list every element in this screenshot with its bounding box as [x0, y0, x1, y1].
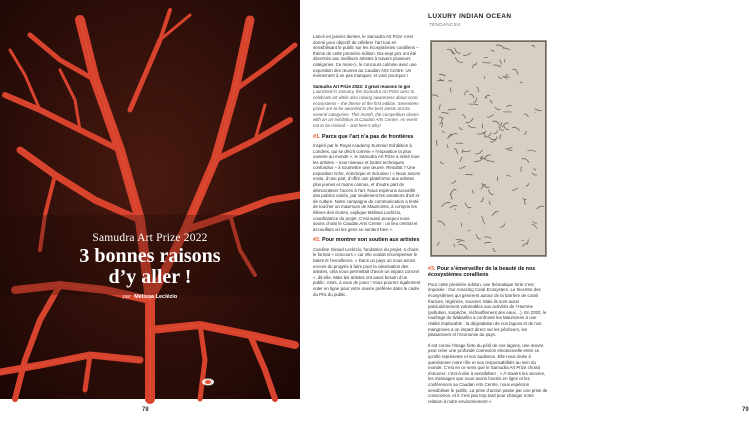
- section-2-heading: [313, 237, 421, 243]
- etched-coral-artwork: [431, 41, 546, 256]
- section-2-title: Pour montrer son soutien aux artistes: [322, 237, 420, 244]
- english-summary-title: Samudra Art Prize 2022: 3 great reasons to go!: [313, 83, 411, 89]
- header-brand: LUXURY INDIAN OCEAN: [428, 13, 512, 20]
- section-1-number: #1.: [313, 133, 321, 140]
- cover-kicker: Samudra Art Prize 2022: [92, 232, 208, 244]
- section-3-text-1: Pour cette première édition, une thématique forte s’est imposée : Our Amazing Coral Ecosystem. Le tricentre des écosystèmes qui génèrent autour de la barrière de corail fracture, régénère, souvent. Mais ils sont aussi particulièrement vulnérables aux activités de l’Homme (pollution, surpêche, réchauffement des eaux…). En 2020, le naufrage du Wakashio a confronté les Mauriciens à une réalité implacable : la dégradation de nos lagons et de nos mangroves a un impact direct sur les pêcheurs, les plaisanciers et l’économie du pays.: [428, 281, 547, 338]
- byline-prefix: par: [122, 294, 131, 300]
- section-1-text: Inspiré par le Royal Academy Summer Exhibition à Londres, qui se décrit comme « l’exposition la plus ouverte au monde », le Samudra Art Prize a invité tous les artistes – tous niveaux et toutes techniques confondus – à soumettre une œuvre. Résultat ? Une exposition riche, éclectique et inclusive ! « Nous avions envie, d’une part, d’offrir une plateforme aux artistes plus jeunes et moins connus, et d’autre part de démocratiser l’accès à l’art. Nous espérons accueillir des publics variés, par seulement les amateurs d’art et de culture. Notre campagne de communication a tenté de toucher un maximum de Mauriciens, à compris les élèves des écoles, explique Mélissa Leclézio, coordinatrice du projet. C’est aussi pourquoi nous avons choisi le Caudan Arts Centre : un lieu central et accueillant où les gens se sentent bien ».: [313, 142, 421, 232]
- cover-headline: [0, 246, 300, 288]
- cover-title-block: [0, 232, 300, 300]
- section-2-text: Caroline Giraud Leclézio, fondatrice du projet, a choisi le format « concours » car elle voulait récompenser le talent et l’excellence. « Dans un pays où nous avons encore du progrès à faire pour la valorisation des artistes, cela nous permettait d’avoir un impact concret », dit-elle. Mais les artistes ont aussi besoin d’un public. Alors, à vous de jouer ! Vous pourrez également voter en ligne pour votre œuvre préférée dans le cadre du Prix du public.: [313, 246, 421, 297]
- page-number-left: 78: [142, 407, 149, 413]
- red-sea-fan-coral-image: [0, 0, 300, 399]
- right-page: [300, 0, 749, 424]
- page-number-right: 79: [742, 407, 749, 413]
- section-2-number: #2.: [313, 237, 321, 244]
- coral-cover-photo: [0, 0, 300, 399]
- left-page: [0, 0, 300, 424]
- section-1-title: Parce que l’art n’a pas de frontières: [322, 133, 414, 140]
- section-3-heading: [428, 266, 548, 279]
- cover-headline-line1: 3 bonnes raisons: [79, 245, 221, 267]
- artwork-image: [430, 40, 547, 257]
- cover-headline-line2: d’y aller !: [108, 266, 192, 288]
- english-summary-text: Launched in January, the Samudra Art Prize aims to celebrate art while also raising awareness about coral ecosystems – the theme of the first edition. Seventeen prizes are to be awarded to the best artists across several categories. This month, the competition closes with an art exhibition at Caudan Arts Centre. An event not to be missed – and here’s why!: [313, 89, 419, 128]
- byline-author: Mélissa Leclézio: [134, 294, 178, 300]
- intro-paragraph: Lancé en janvier dernier, le Samudra Art Prize s’est donné pour objectif de célébrer l’art tout en sensibilisant le public sur les écosystèmes coralliens – thème de cette première édition. Dix-sept prix ont été décernés aux meilleurs artistes à travers plusieurs catégories. Ce mois-ci, le concours culmine avec une exposition des œuvres au Caudan Arts Centre. Un événement à ne pas manquer, et voici pourquoi !: [313, 34, 419, 79]
- english-summary: [313, 84, 421, 129]
- section-3-number: #3.: [428, 266, 436, 272]
- section-3-text-2: Il est connu l’image forte du péril de nos lagons, une œuvre peut créer une profonde connexion émotionnelle entre ce qu’elle représente et son audience. Elle nous invite à questionner notre rôle et nos responsabilités au sein du monde. C’est en ce sens que le Samudra Art Prize choisit d’œuvrer, c’est-à-dire à sensibiliser : « À travers les œuvres, les messages que nous avons fournis en ligne et les conférences au Caudan Arts Centre, nous espérons sensibiliser le public. La prise d’action passe par une prise de conscience, et il n’est pas trop tard pour changer notre relation à notre environnement ».: [428, 342, 548, 404]
- header-category: TENDANCES: [429, 23, 461, 28]
- section-3-title: Pour s’émerveiller de la beauté de nos écosystèmes coralliens: [428, 266, 536, 279]
- article-column-1: [313, 34, 421, 302]
- section-1-heading: [313, 134, 421, 140]
- cover-byline: [0, 294, 300, 300]
- article-column-2: [428, 262, 548, 409]
